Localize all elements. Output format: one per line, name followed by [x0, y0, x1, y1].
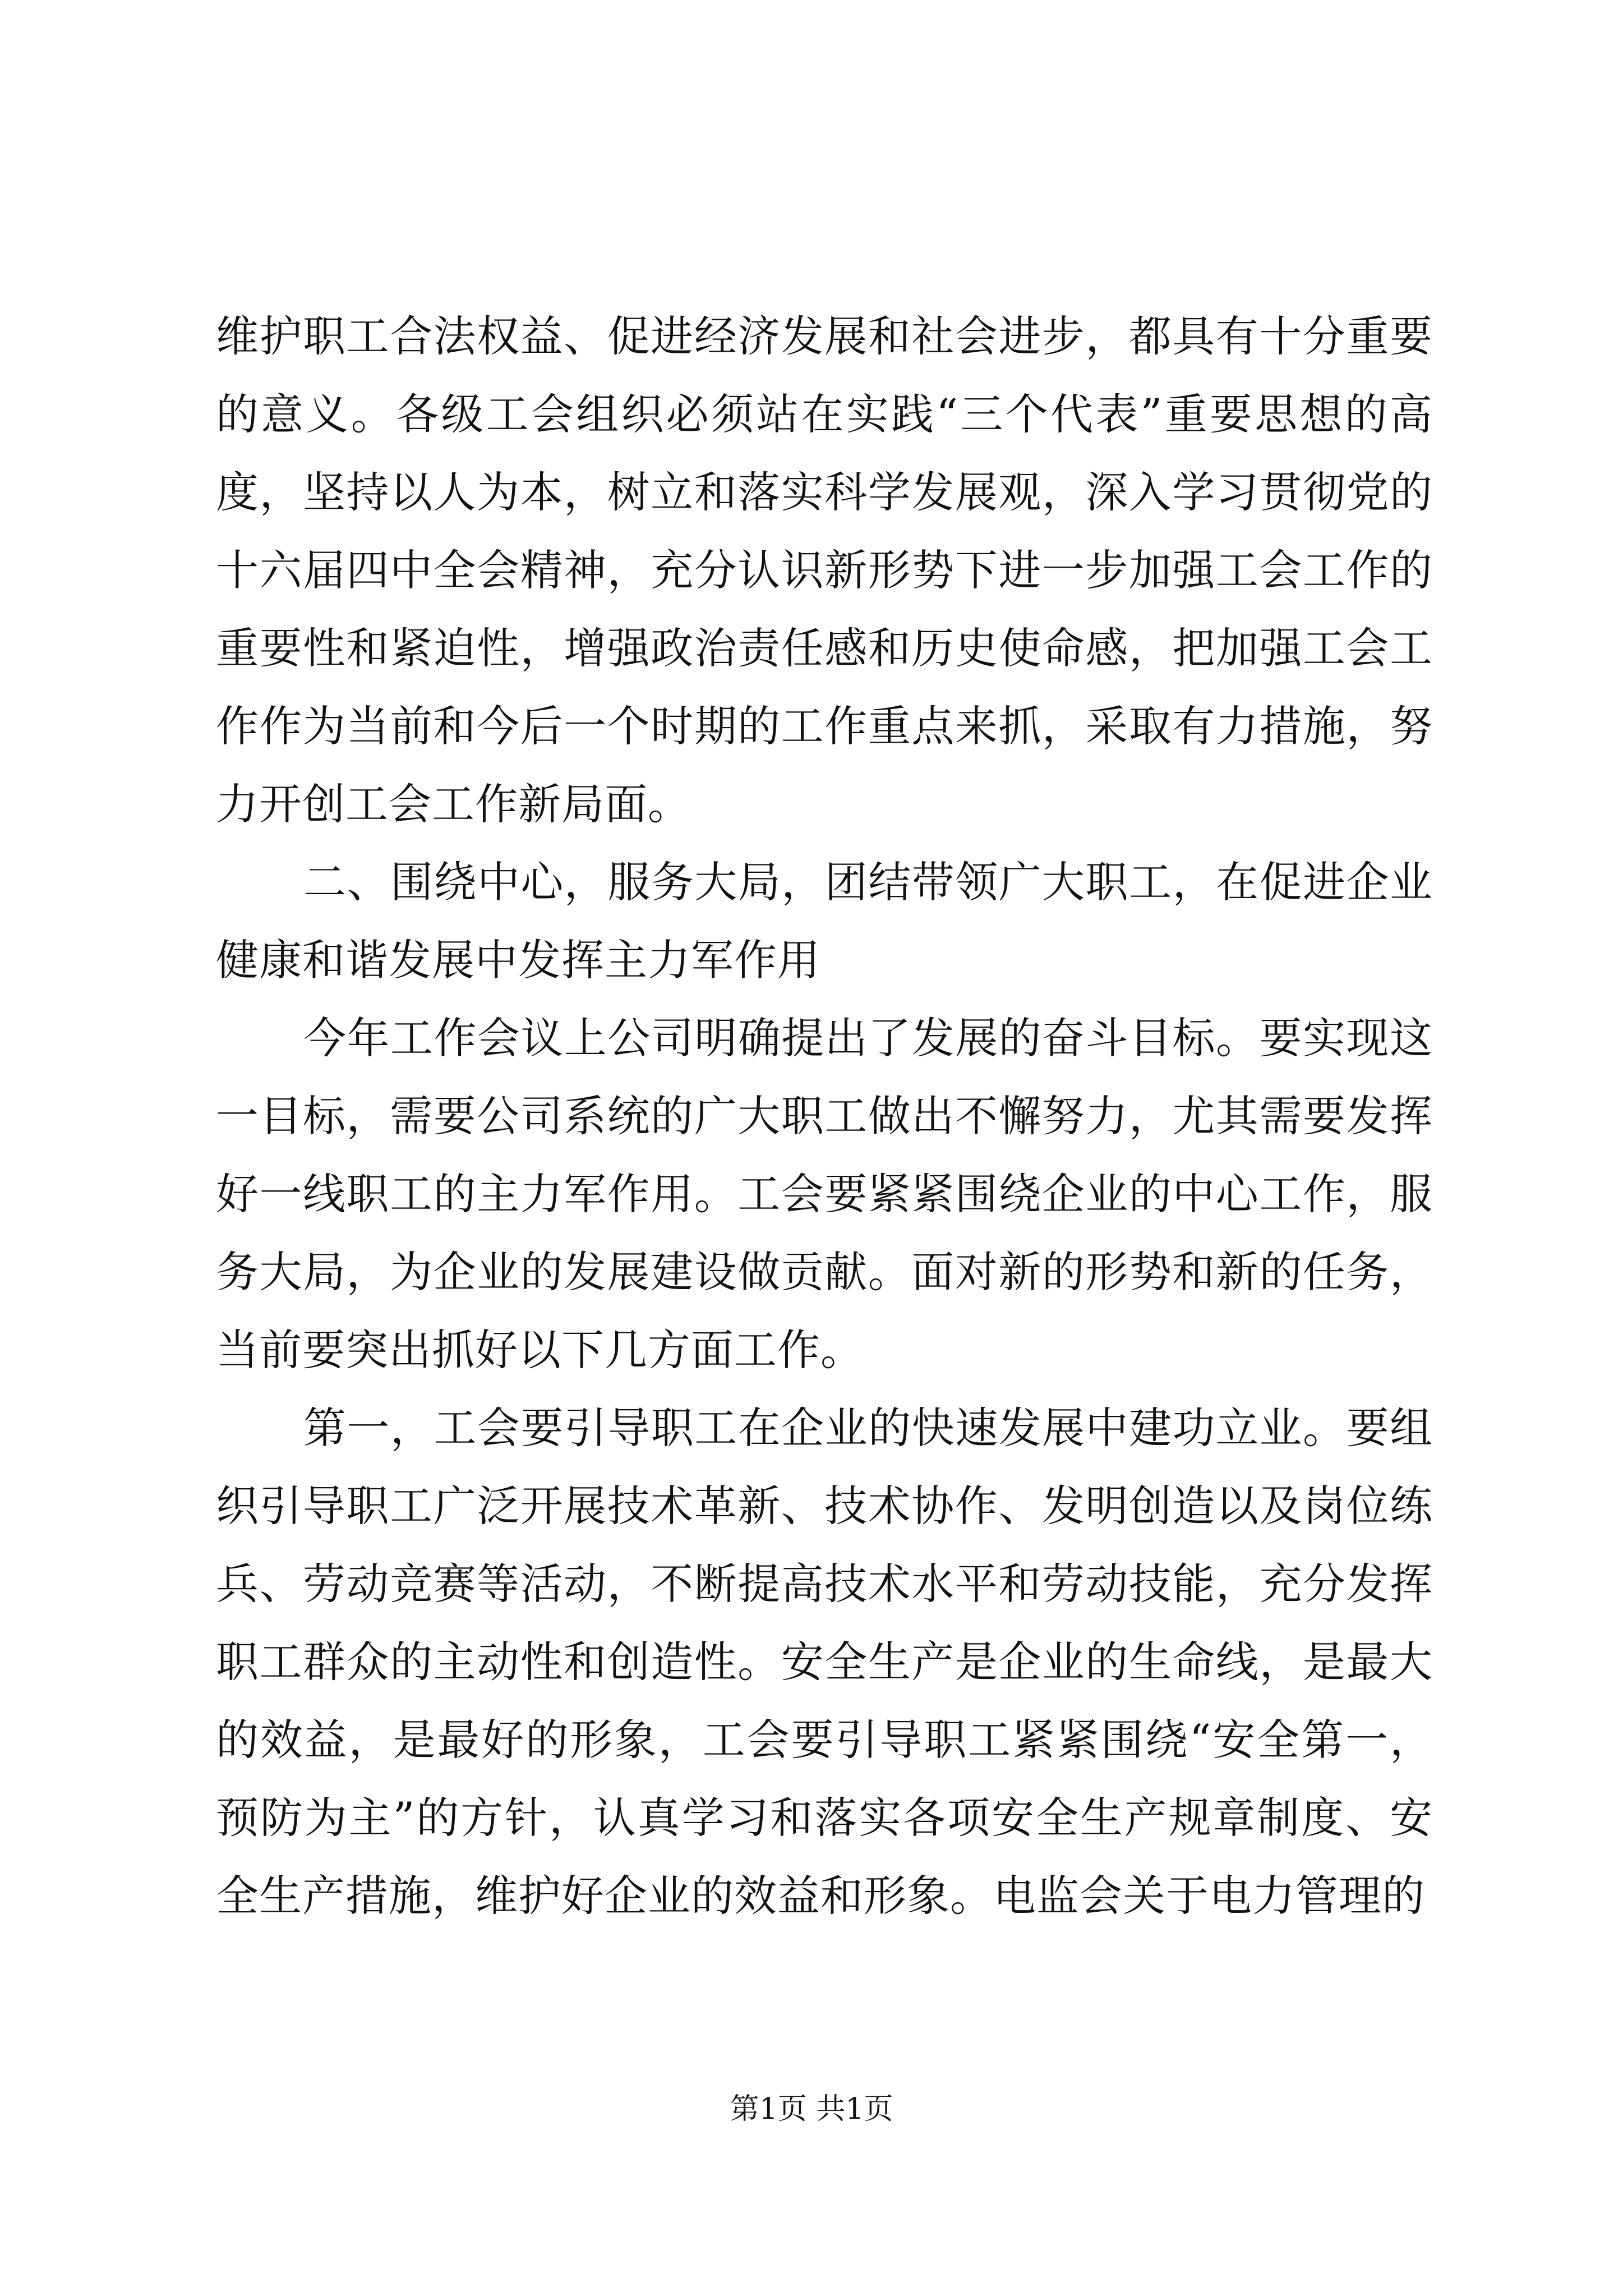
paragraph-1: 维护职工合法权益、促进经济发展和社会进步，都具有十分重要的意义。各级工会组织必须站在实践“三个代表”重要思想的高度，坚持以人为本，树立和落实科学发展观，深入学习贯彻党的十六届四中全会精神，充分认识新形势下进一步加强工会工作的重要性和紧迫性，增强政治责任感和历史使命感，把加强工会工作作为当前和今后一个时期的工作重点来抓，采取有力措施，努力开创工会工作新局面。 — [216, 311, 1433, 829]
paragraph-3: 今年工作会议上公司明确提出了发展的奋斗目标。要实现这一目标，需要公司系统的广大职工做出不懈努力，尤其需要发挥好一线职工的主力军作用。工会要紧紧围绕企业的中心工作，服务大局，为企业的发展建设做贡献。面对新的形势和新的任务，当前要突出抓好以下几方面工作。 — [216, 1013, 1433, 1375]
document-body — [216, 297, 1433, 1935]
page-footer: 第1页 共1页 — [730, 2092, 893, 2126]
section-heading-2: 二、围绕中心，服务大局，团结带领广大职工，在促进企业健康和谐发展中发挥主力军作用 — [216, 857, 1433, 985]
paragraph-4: 第一，工会要引导职工在企业的快速发展中建功立业。要组织引导职工广泛开展技术革新、技术协作、发明创造以及岗位练兵、劳动竞赛等活动，不断提高技术水平和劳动技能，充分发挥职工群众的主动性和创造性。安全生产是企业的生命线，是最大的效益，是最好的形象，工会要引导职工紧紧围绕“安全第一，预防为主”的方针，认真学习和落实各项安全生产规章制度、安全生产措施，维护好企业的效益和形象。电监会关于电力管理的 — [216, 1403, 1433, 1921]
